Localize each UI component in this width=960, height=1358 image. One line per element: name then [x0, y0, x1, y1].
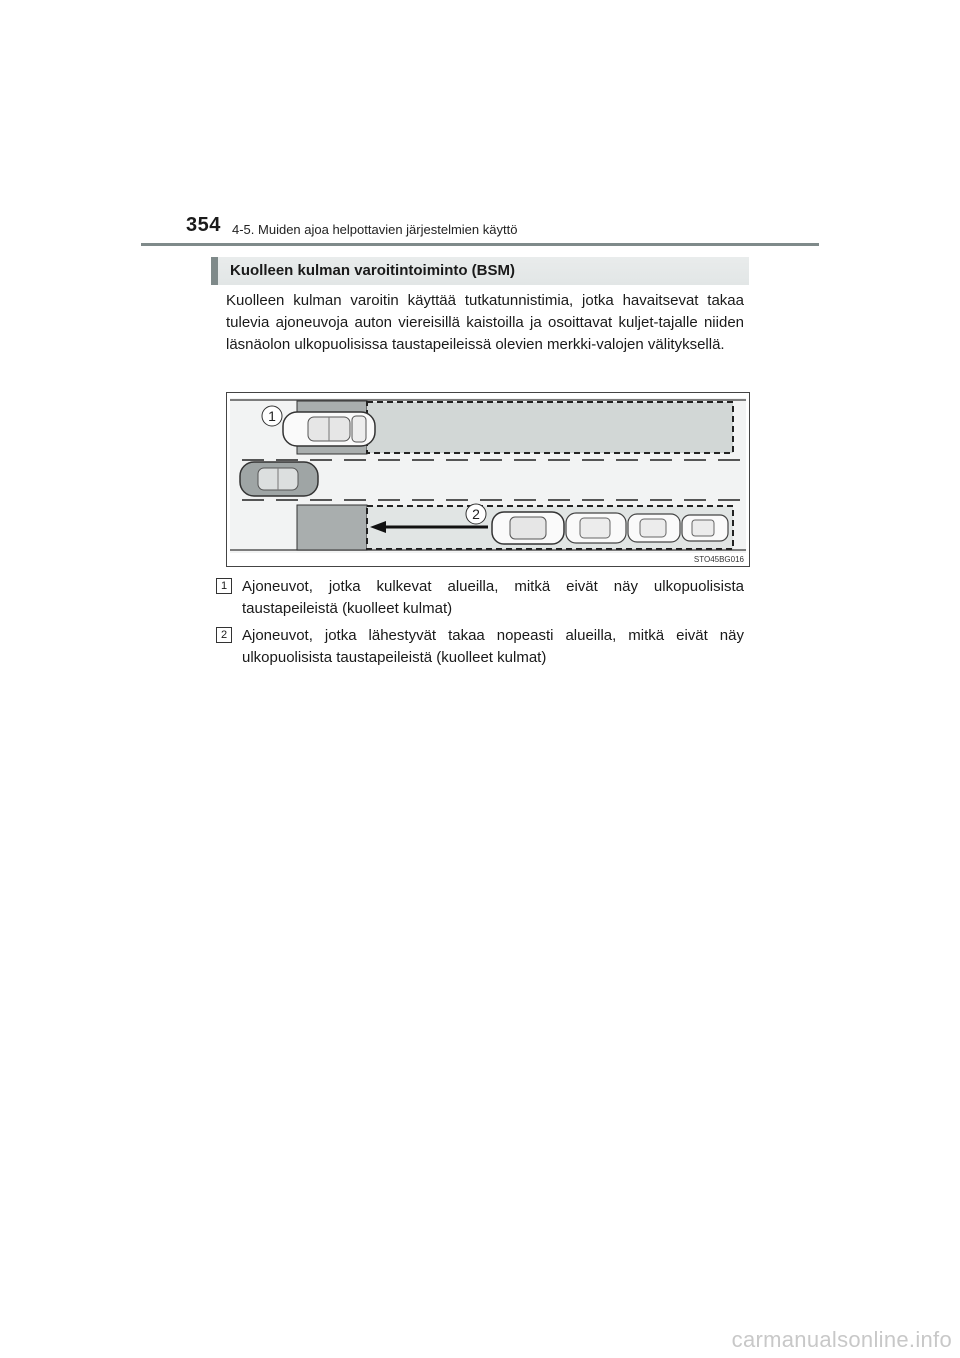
detection-zone-upper: [367, 402, 733, 453]
running-header: 4-5. Muiden ajoa helpottavien järjestelmien käyttö: [232, 222, 518, 237]
approaching-car-4: [682, 515, 728, 541]
section-heading-text: Kuolleen kulman varoitintoiminto (BSM): [230, 262, 516, 279]
bsm-diagram-svg: [226, 392, 750, 567]
callout-1: [262, 406, 282, 426]
own-car: [240, 462, 318, 496]
approaching-car-1: [492, 512, 564, 544]
callout-2-label: 2: [472, 506, 480, 522]
intro-paragraph: Kuolleen kulman varoitin käyttää tutkatunnistimia, jotka havaitsevat takaa tulevia ajoneuvoja auton viereisillä kaistoilla ja osoittavat kuljet-tajalle niiden läsnäolon ulkopuolisissa taustapeileissä olevien merkki-valojen välityksellä.: [226, 292, 744, 353]
figure-code: STO45BG016: [693, 555, 744, 564]
page-number: 354: [186, 214, 221, 236]
legend-marker-1: 1: [216, 578, 232, 594]
legend-marker-2: 2: [216, 627, 232, 643]
watermark: carmanualsonline.info: [731, 1327, 952, 1352]
section-heading: [211, 257, 749, 285]
approaching-car-2: [566, 513, 626, 543]
approaching-car-3: [628, 514, 680, 542]
bsm-diagram: [226, 392, 750, 567]
callout-2: [466, 504, 486, 524]
legend-text-1: Ajoneuvot, jotka kulkevat alueilla, mitkä eivät näy ulkopuolisista taustapeileistä (kuolleet kulmat): [242, 578, 744, 617]
blind-zone-lower: [297, 505, 367, 550]
legend-text-2: Ajoneuvot, jotka lähestyvät takaa nopeasti alueilla, mitkä eivät näy ulkopuolisista taustapeileistä (kuolleet kulmat): [242, 627, 744, 666]
header-rule: [141, 243, 819, 246]
callout-1-label: 1: [268, 408, 276, 424]
car-blind-spot-upper: [283, 412, 375, 446]
